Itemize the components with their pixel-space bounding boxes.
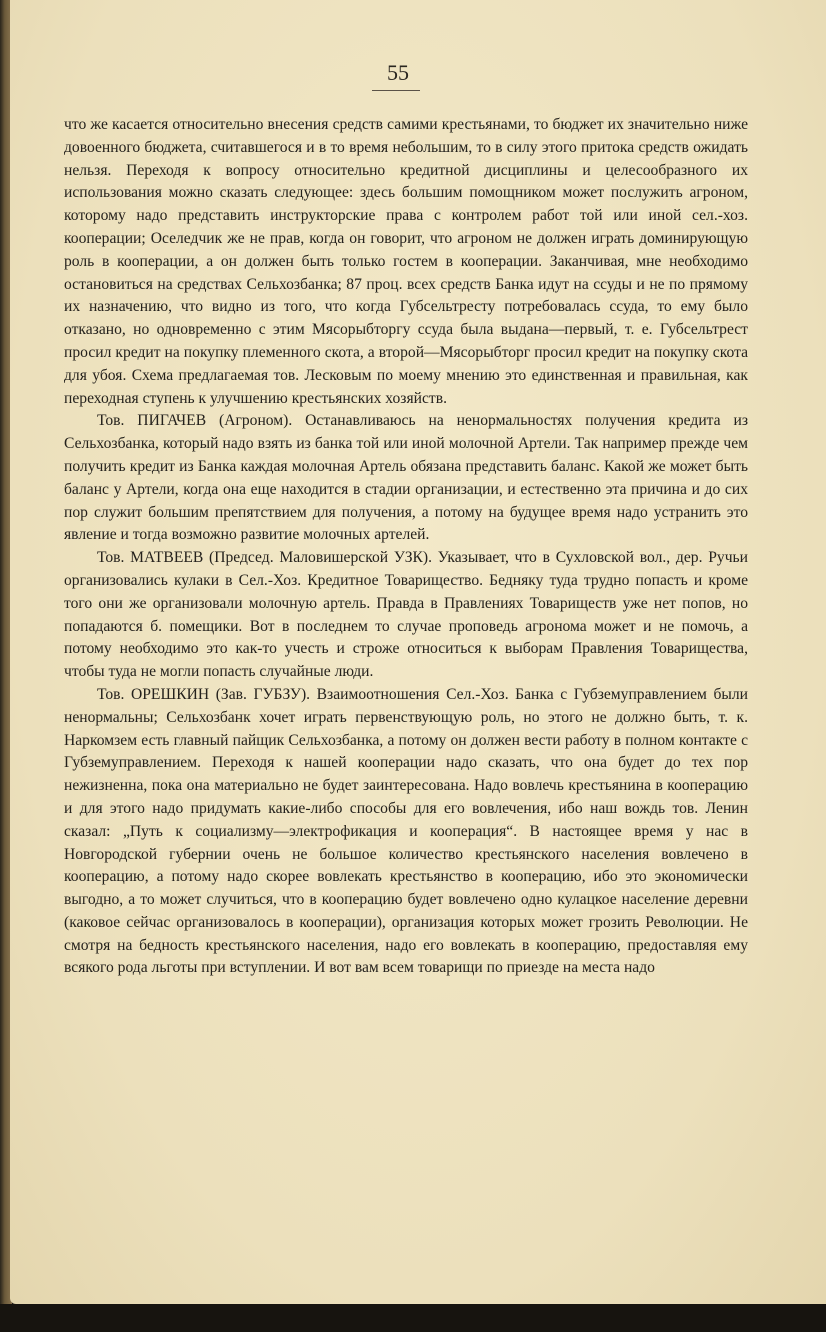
page-number: 55 — [387, 60, 409, 85]
paragraph-matveev: Тов. МАТВЕЕВ (Председ. Маловишерской УЗК). Указывает, что в Сухловской вол., дер. Ручьи организовались кулаки в Сел.-Хоз. Кредитное Товарищество. Бедняку туда трудно попасть и кроме того они же организовали молочную артель. Правда в Правлениях Товариществ уже нет попов, но попадаются б. помещики. Вот в последнем то случае проповедь агронома может и не помочь, а потому необходимо это как-то учесть и строже относиться к выборам Правления Товарищества, чтобы туда не могли попасть случайные люди. — [64, 549, 748, 681]
paper-sheet — [10, 0, 826, 1304]
paragraph-oreshkin: Тов. ОРЕШКИН (Зав. ГУБЗУ). Взаимоотношения Сел.-Хоз. Банка с Губземуправлением были ненормальны; Сельхозбанк хочет играть первенствующую роль, но этого не должно быть, т. к. Наркомзем есть главный пайщик Сельхозбанка, а потому он должен вести работу в полном контакте с Губземуправлением. Переходя к нашей кооперации надо сказать, что она будет до тех пор нежизненна, пока она материально не будет заинтересована. Надо вовлечь крестьянина в кооперацию и для этого надо придумать какие-либо способы для его вовлечения, ибо наш вождь тов. Ленин сказал: „Путь к социализму—электрофикация и кооперация“. В настоящее время у нас в Новгородской губернии очень не большое количество крестьянского населения вовлечено в кооперацию, а потому надо скорее вовлекать крестьянство в кооперацию, ибо это экономически выгодно, а то может случиться, что в кооперацию будет вовлечено одно кулацкое население деревни (каковое сейчас организовалось в кооперации), организация которых может грозить Революции. Не смотря на бедность крестьянского населения, надо его вовлекать в кооперацию, предоставляя ему всякого рода льготы при вступлении. И вот вам всем товарищи по приезде на места надо — [64, 685, 748, 977]
body-text — [64, 114, 748, 980]
paragraph-continuation: что же касается относительно внесения средств самими крестьянами, то бюджет их значительно ниже довоенного бюджета, считавшегося и в то время небольшим, то в силу этого притока средств ожидать нельзя. Переходя к вопросу относительно кредитной дисциплины и целесообразного их использования можно сказать следующее: здесь большим помощником может послужить агроном, которому надо представить инструкторские права с контролем работ той или иной сел.-хоз. кооперации; Оселедчик же не прав, когда он говорит, что агроном не должен играть доминирующую роль в кооперации, а он должен быть только гостем в кооперации. Заканчивая, мне необходимо остановиться на средствах Сельхозбанка; 87 проц. всех средств Банка идут на ссуды и не по прямому их назначению, что видно из того, что когда Губсельтресту потребовалась ссуда, то ему было отказано, но одновременно с этим Мясорыбторгу ссуда была выдана—первый, т. е. Губсельтрест просил кредит на покупку племенного скота, а второй—Мясорыбторг просил кредит на покупку скота для убоя. Схема предлагаемая тов. Лесковым по моему мнению это единственная и правильная, как переходная ступень к улучшению крестьянских хозяйств. — [64, 116, 748, 407]
page-number-rule — [372, 90, 420, 91]
scan-bottom-edge — [0, 1304, 826, 1332]
paragraph-pigachev: Тов. ПИГАЧЕВ (Агроном). Останавливаюсь на ненормальностях получения кредита из Сельхозбанка, который надо взять из банка той или иной молочной Артели. Так например прежде чем получить кредит из Банка каждая молочная Артель обязана представить баланс. Какой же может быть баланс у Артели, когда она еще находится в стадии организации, и естественно эта причина и до сих пор служит большим препятствием для получения, а потому на будущее время надо устранить это явление и тогда возможно развитие молочных артелей. — [64, 412, 748, 544]
